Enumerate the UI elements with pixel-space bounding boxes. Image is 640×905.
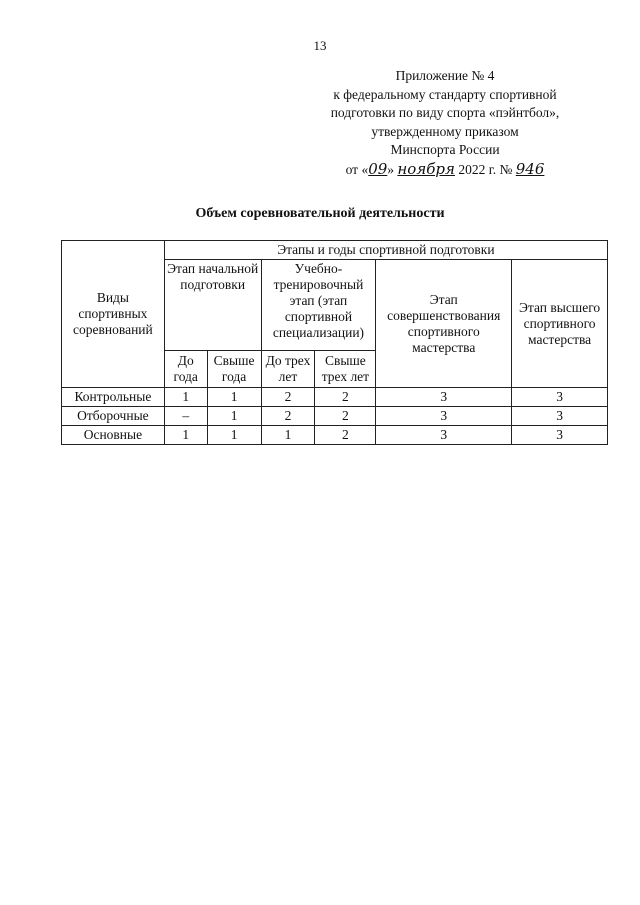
table-cell: 1 bbox=[164, 426, 207, 445]
table-cell: 2 bbox=[261, 388, 315, 407]
order-number: 946 bbox=[515, 159, 545, 178]
order-date-line bbox=[280, 160, 610, 180]
appendix-line-order: утвержденному приказом bbox=[371, 123, 519, 139]
subheader-initial-up-to-year: До года bbox=[164, 351, 207, 388]
table-row-control bbox=[62, 388, 608, 407]
stage-training-header: Учебно-тренировочный этап (этап спортивной специализации) bbox=[261, 260, 376, 351]
subheader-initial-over-year: Свыше года bbox=[207, 351, 261, 388]
group-header-cell: Этапы и годы спортивной подготовки bbox=[164, 241, 607, 260]
appendix-line-standard: к федеральному стандарту спортивной bbox=[333, 86, 557, 102]
table-cell: 3 bbox=[376, 407, 512, 426]
table-row-qualifying bbox=[62, 407, 608, 426]
document-title: Объем соревновательной деятельности bbox=[195, 206, 445, 221]
table-cell: 1 bbox=[207, 426, 261, 445]
table-cell: 3 bbox=[376, 388, 512, 407]
order-sep: » bbox=[387, 161, 395, 177]
table-cell: 3 bbox=[512, 407, 608, 426]
order-month: ноября bbox=[397, 159, 455, 178]
row-header-cell: Виды спортивных соревнований bbox=[62, 241, 165, 388]
table-cell: 2 bbox=[315, 388, 376, 407]
row-label: Контрольные bbox=[62, 388, 165, 407]
order-year: 2022 г. № bbox=[458, 161, 513, 177]
appendix-line-sport: подготовки по виду спорта «пэйнтбол», bbox=[330, 105, 560, 120]
table-cell: 3 bbox=[376, 426, 512, 445]
order-prefix: от « bbox=[345, 161, 369, 177]
stage-highest-header: Этап высшего спортивного мастерства bbox=[512, 260, 608, 388]
row-label: Основные bbox=[62, 426, 165, 445]
order-day: 09 bbox=[368, 159, 388, 178]
appendix-title: Приложение № 4 bbox=[395, 68, 495, 83]
table-cell: 1 bbox=[164, 388, 207, 407]
appendix-header bbox=[280, 67, 610, 179]
competition-volume-table bbox=[61, 240, 608, 445]
row-label: Отборочные bbox=[62, 407, 165, 426]
table-header-row-1 bbox=[62, 241, 608, 260]
table-cell: 1 bbox=[207, 407, 261, 426]
appendix-line-ministry: Минспорта России bbox=[390, 142, 500, 157]
table-cell: 2 bbox=[315, 426, 376, 445]
table-cell: 3 bbox=[512, 426, 608, 445]
table-cell: 1 bbox=[207, 388, 261, 407]
table-row-main bbox=[62, 426, 608, 445]
page-number: 13 bbox=[313, 38, 327, 53]
table-cell: 1 bbox=[261, 426, 315, 445]
table-cell: – bbox=[164, 407, 207, 426]
subheader-training-up-to-three: До трех лет bbox=[261, 351, 315, 388]
table-cell: 3 bbox=[512, 388, 608, 407]
stage-improvement-header: Этап совершенствования спортивного мастерства bbox=[376, 260, 512, 388]
table-cell: 2 bbox=[261, 407, 315, 426]
table-cell: 2 bbox=[315, 407, 376, 426]
subheader-training-over-three: Свыше трех лет bbox=[315, 351, 376, 388]
stage-initial-header: Этап начальной подготовки bbox=[164, 260, 261, 351]
